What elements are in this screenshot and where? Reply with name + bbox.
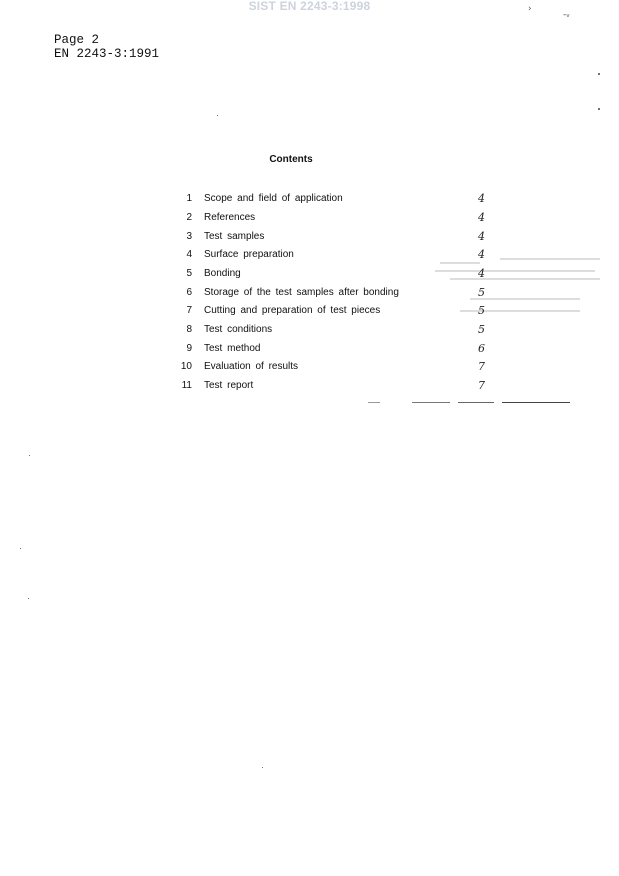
- toc-item-title: Test samples: [204, 231, 265, 242]
- scan-speck: [217, 115, 218, 116]
- toc-item-page: 4: [478, 230, 485, 243]
- toc-item-number: 11: [181, 380, 192, 391]
- toc-item-title: Storage of the test samples after bonding: [204, 287, 399, 298]
- toc-item-title: Evaluation of results: [204, 361, 299, 372]
- toc-item-title: Test method: [204, 343, 261, 354]
- toc-item-number: 7: [186, 305, 192, 316]
- toc-item-page: 7: [478, 360, 485, 373]
- scan-mark: -ᵥ: [563, 10, 571, 20]
- toc-item-page: 4: [478, 267, 485, 280]
- scan-speck: [598, 108, 600, 110]
- toc-item: [160, 191, 500, 207]
- scan-speck: [598, 73, 600, 75]
- toc-item-page: 4: [478, 248, 485, 261]
- toc-item-title: Surface preparation: [204, 249, 294, 260]
- toc-item-number: 9: [186, 343, 192, 354]
- toc-item-title: Test conditions: [204, 324, 273, 335]
- toc-item-title: Cutting and preparation of test pieces: [204, 305, 381, 316]
- toc-item-page: 5: [478, 304, 485, 317]
- page-label: Page 2: [54, 33, 100, 47]
- toc-item: [160, 322, 500, 338]
- contents-title: Contents: [269, 154, 313, 165]
- toc-item: [160, 266, 500, 282]
- toc-item: [160, 285, 500, 301]
- rule-segment: [412, 402, 450, 403]
- toc-item: [160, 229, 500, 245]
- toc-item-page: 4: [478, 211, 485, 224]
- toc-item: [160, 378, 500, 394]
- scan-mark: ›: [528, 4, 532, 14]
- toc-item-number: 8: [186, 324, 192, 335]
- toc-item: [160, 210, 500, 226]
- toc-item-number: 1: [186, 193, 192, 204]
- toc-item-page: 5: [478, 323, 485, 336]
- toc-item-number: 2: [186, 212, 192, 223]
- rule-segment: [368, 402, 380, 403]
- toc-item: [160, 359, 500, 375]
- rule-segment: [458, 402, 494, 403]
- toc-item-page: 4: [478, 192, 485, 205]
- page-header: [54, 33, 159, 61]
- scan-speck: [28, 598, 29, 599]
- rule-segment: [502, 402, 570, 403]
- document-id: EN 2243-3:1991: [54, 47, 160, 61]
- toc-item-number: 5: [186, 268, 192, 279]
- toc-item: [160, 303, 500, 319]
- scan-speck: [20, 548, 21, 549]
- scan-speck: [262, 767, 263, 768]
- toc-item-number: 10: [180, 361, 192, 372]
- toc-item: [160, 247, 500, 263]
- toc-item-title: Scope and field of application: [204, 193, 343, 204]
- toc-item-page: 5: [478, 286, 485, 299]
- toc-item-title: Test report: [204, 380, 254, 391]
- toc-item-page: 6: [478, 342, 485, 355]
- toc-item: [160, 341, 500, 357]
- toc-item-number: 4: [186, 249, 192, 260]
- watermark-text: SIST EN 2243-3:1998: [248, 0, 371, 13]
- toc-item-page: 7: [478, 379, 485, 392]
- toc-item-title: References: [204, 212, 256, 223]
- toc-item-title: Bonding: [204, 268, 241, 279]
- toc-item-number: 6: [186, 287, 192, 298]
- scan-speck: [29, 455, 30, 456]
- toc-item-number: 3: [186, 231, 192, 242]
